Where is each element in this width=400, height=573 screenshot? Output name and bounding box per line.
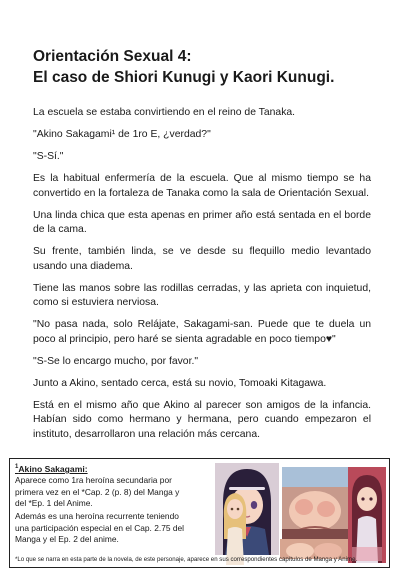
footnote-block-recurring xyxy=(15,511,211,545)
footnote-line: del *Ep. 1 del Anime. xyxy=(15,498,93,509)
paragraph: Es la habitual enfermería de la escuela. Que al mismo tiempo se ha convertido en la fortaleza de Tanaka como la sala de Orientación Sexual. xyxy=(33,173,371,199)
footnote-line: Manga y el Ep. 2 del anime. xyxy=(15,534,119,545)
paragraph: Tiene las manos sobre las rodillas cerradas, y las aprieta con inquietud, como si estuviera nerviosa. xyxy=(33,282,371,308)
anime-still-illustration xyxy=(282,467,348,539)
footnote-text xyxy=(15,462,211,548)
footnote-heading xyxy=(15,462,211,475)
footnote-block-first-appearance xyxy=(15,475,211,509)
character-secondary-image xyxy=(220,489,250,565)
paragraph: "S-Se lo encargo mucho, por favor." xyxy=(33,355,199,367)
paragraph: Una linda chica que esta apenas en primer año está sentada en el borde de la cama. xyxy=(33,209,371,235)
paragraph: "Akino Sakagami¹ de 1ro E, ¿verdad?" xyxy=(33,129,211,140)
paragraph: Está en el mismo año que Akino al parecer son amigos de la infancia. Habían sido como hermano y hermana, pero cuando empezaron el instituto, desarrollaron una relación más cercana. xyxy=(33,399,371,440)
footnote-line: una participación especial en el Cap. 2.75 del xyxy=(15,522,185,533)
story-text xyxy=(33,106,371,450)
secondary-illustration xyxy=(220,489,250,565)
manga-page-illustration xyxy=(348,467,386,563)
footnote-footer: *Lo que se narra en esta parte de la novela, de este personaje, aparece en sus correspondientes capítulos de Manga y Anime. xyxy=(15,556,358,563)
footnote-line: primera vez en el *Cap. 2 (p. 8) del Manga y xyxy=(15,486,180,497)
paragraph: Junto a Akino, sentado cerca, está su novio, Tomoaki Kitagawa. xyxy=(33,377,327,389)
paragraph: Su frente, también linda, se ve desde su flequillo medio levantado usando una diadema. xyxy=(33,246,371,272)
manga-page-image xyxy=(348,467,386,563)
chapter-title xyxy=(33,46,373,88)
footnote-box xyxy=(9,458,390,568)
anime-still-image xyxy=(282,467,348,539)
chapter-title-line-1: Orientación Sexual 4: xyxy=(33,48,192,65)
paragraph: "No pasa nada, solo Relájate, Sakagami-san. Puede que te duela un poco al principio, pero haré se sienta agradable en poco tiempo♥" xyxy=(33,319,371,345)
paragraph: "S-Sí." xyxy=(33,151,64,162)
chapter-title-line-2: El caso de Shiori Kunugi y Kaori Kunugi. xyxy=(33,69,335,86)
footnote-line: Aparece como 1ra heroína secundaria por xyxy=(15,475,172,486)
footnote-heading-text: Akino Sakagami: xyxy=(18,463,88,474)
paragraph: La escuela se estaba convirtiendo en el reino de Tanaka. xyxy=(33,107,296,118)
footnote-marker: 1 xyxy=(15,464,19,470)
footnote-line: Además es una heroína recurrente teniendo xyxy=(15,511,179,522)
